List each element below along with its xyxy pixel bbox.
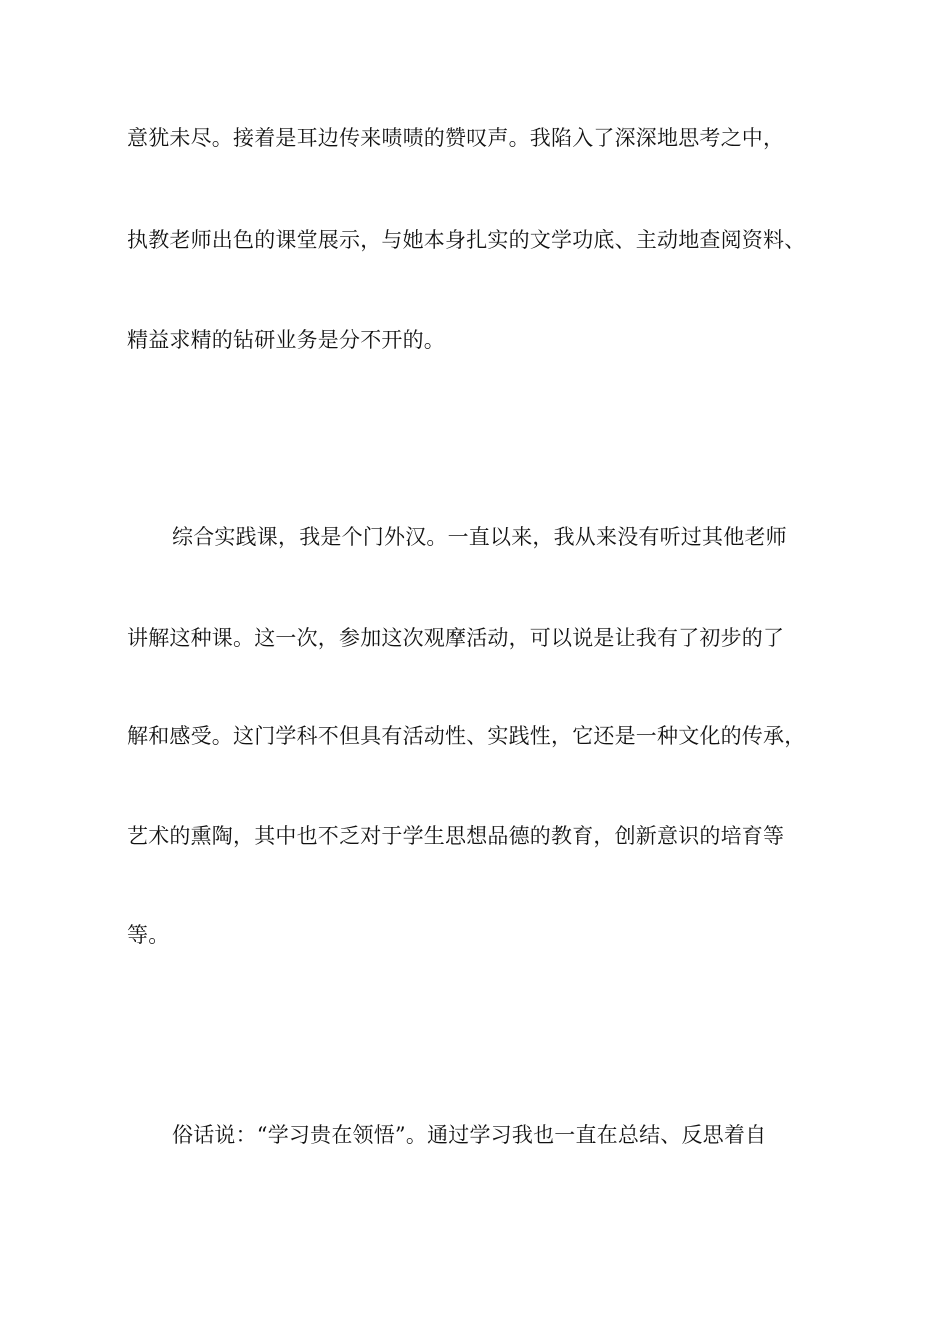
paragraph-1-line-2: 执教老师出色的课堂展示，与她本身扎实的文学功底、主动地查阅资料、: [127, 228, 806, 252]
paragraph-2-line-3: 解和感受。这门学科不但具有活动性、实践性，它还是一种文化的传承，: [127, 724, 806, 748]
paragraph-2-line-2: 讲解这种课。这一次，参加这次观摩活动，可以说是让我有了初步的了: [127, 626, 785, 650]
paragraph-2-line-1: 综合实践课，我是个门外汉。一直以来，我从来没有听过其他老师: [172, 525, 787, 549]
paragraph-2-line-5: 等。: [127, 923, 170, 947]
paragraph-1-line-1: 意犹未尽。接着是耳边传来啧啧的赞叹声。我陷入了深深地思考之中，: [127, 126, 785, 150]
paragraph-1-line-3: 精益求精的钻研业务是分不开的。: [127, 328, 445, 352]
paragraph-2-line-4: 艺术的熏陶，其中也不乏对于学生思想品德的教育，创新意识的培育等: [127, 824, 785, 848]
paragraph-3-line-1: 俗话说：“学习贵在领悟”。通过学习我也一直在总结、反思着自: [172, 1123, 767, 1147]
